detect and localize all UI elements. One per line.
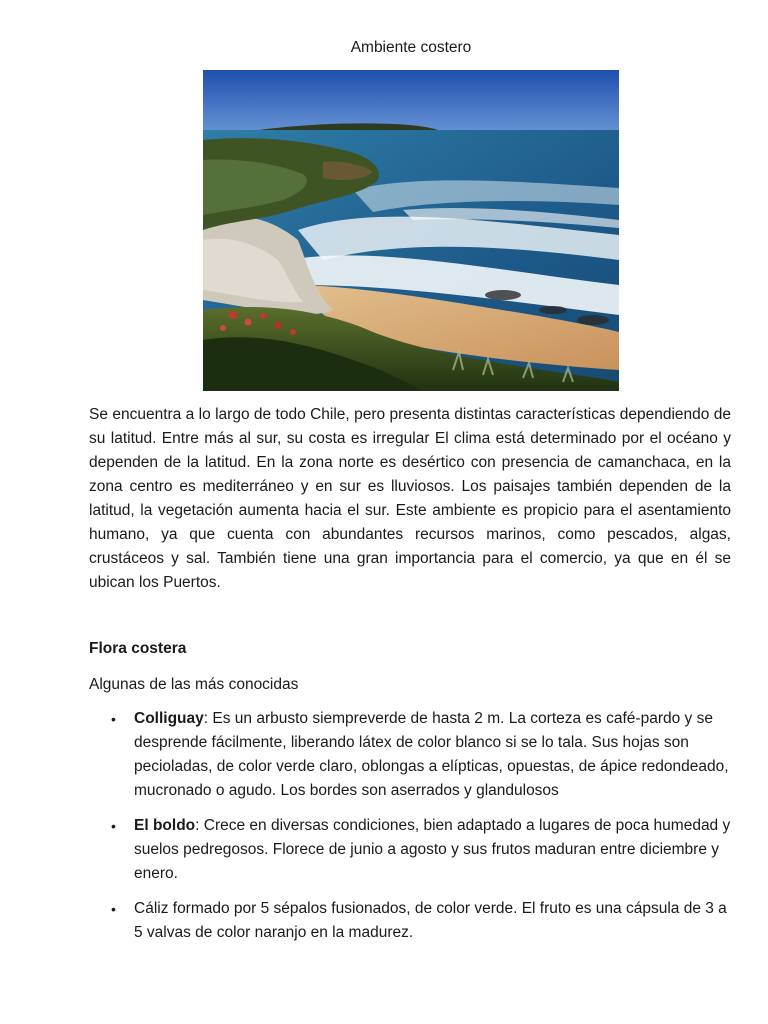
flora-heading: Flora costera [89, 640, 187, 657]
coastal-beach-photo [203, 70, 619, 391]
bullet: • [111, 711, 116, 727]
document-title: Ambiente costero [350, 39, 472, 56]
intro-paragraph: Se encuentra a lo largo de todo Chile, pero presenta distintas características dependiendo de su latitud. Entre más al sur, su costa es irregular El clima está determinado por el océano y dependen de la latitud. En la zona norte es desértico con presencia de camanchaca, en la zona centro es mediterráneo y en sur es lluviosos. Los paisajes también dependen de la latitud, la vegetación aumenta hacia el sur. Este ambiente es propicio para el asentamiento humano, ya que cuenta con abundantes recursos marinos, como pescados, algas, crustáceos y sal. También tiene una gran importancia para el comercio, ya que en él se ubican los Puertos. [89, 406, 731, 591]
list-item [89, 814, 739, 886]
flora-list [89, 707, 739, 956]
bullet: • [111, 818, 116, 834]
plant-name: Colliguay [134, 710, 204, 727]
plant-description: : Crece en diversas condiciones, bien adaptado a lugares de poca humedad y suelos pedregosos. Florece de junio a agosto y sus frutos maduran entre diciembre y enero. [134, 817, 731, 882]
bullet: • [111, 901, 116, 917]
flora-intro: Algunas de las más conocidas [89, 676, 299, 693]
plant-name: El boldo [134, 817, 196, 834]
plant-description: Cáliz formado por 5 sépalos fusionados, de color verde. El fruto es una cápsula de 3 a 5 valvas de color naranjo en la madurez. [134, 900, 727, 941]
list-item [89, 707, 739, 803]
plant-description: : Es un arbusto siempreverde de hasta 2 m. La corteza es café-pardo y se desprende fácilmente, liberando látex de color blanco si se lo tala. Sus hojas son pecioladas, de color verde claro, oblongas a elípticas, opuestas, de ápice redondeado, mucronado o agudo. Los bordes son aserrados y glandulosos [134, 710, 729, 799]
list-item [89, 897, 739, 945]
